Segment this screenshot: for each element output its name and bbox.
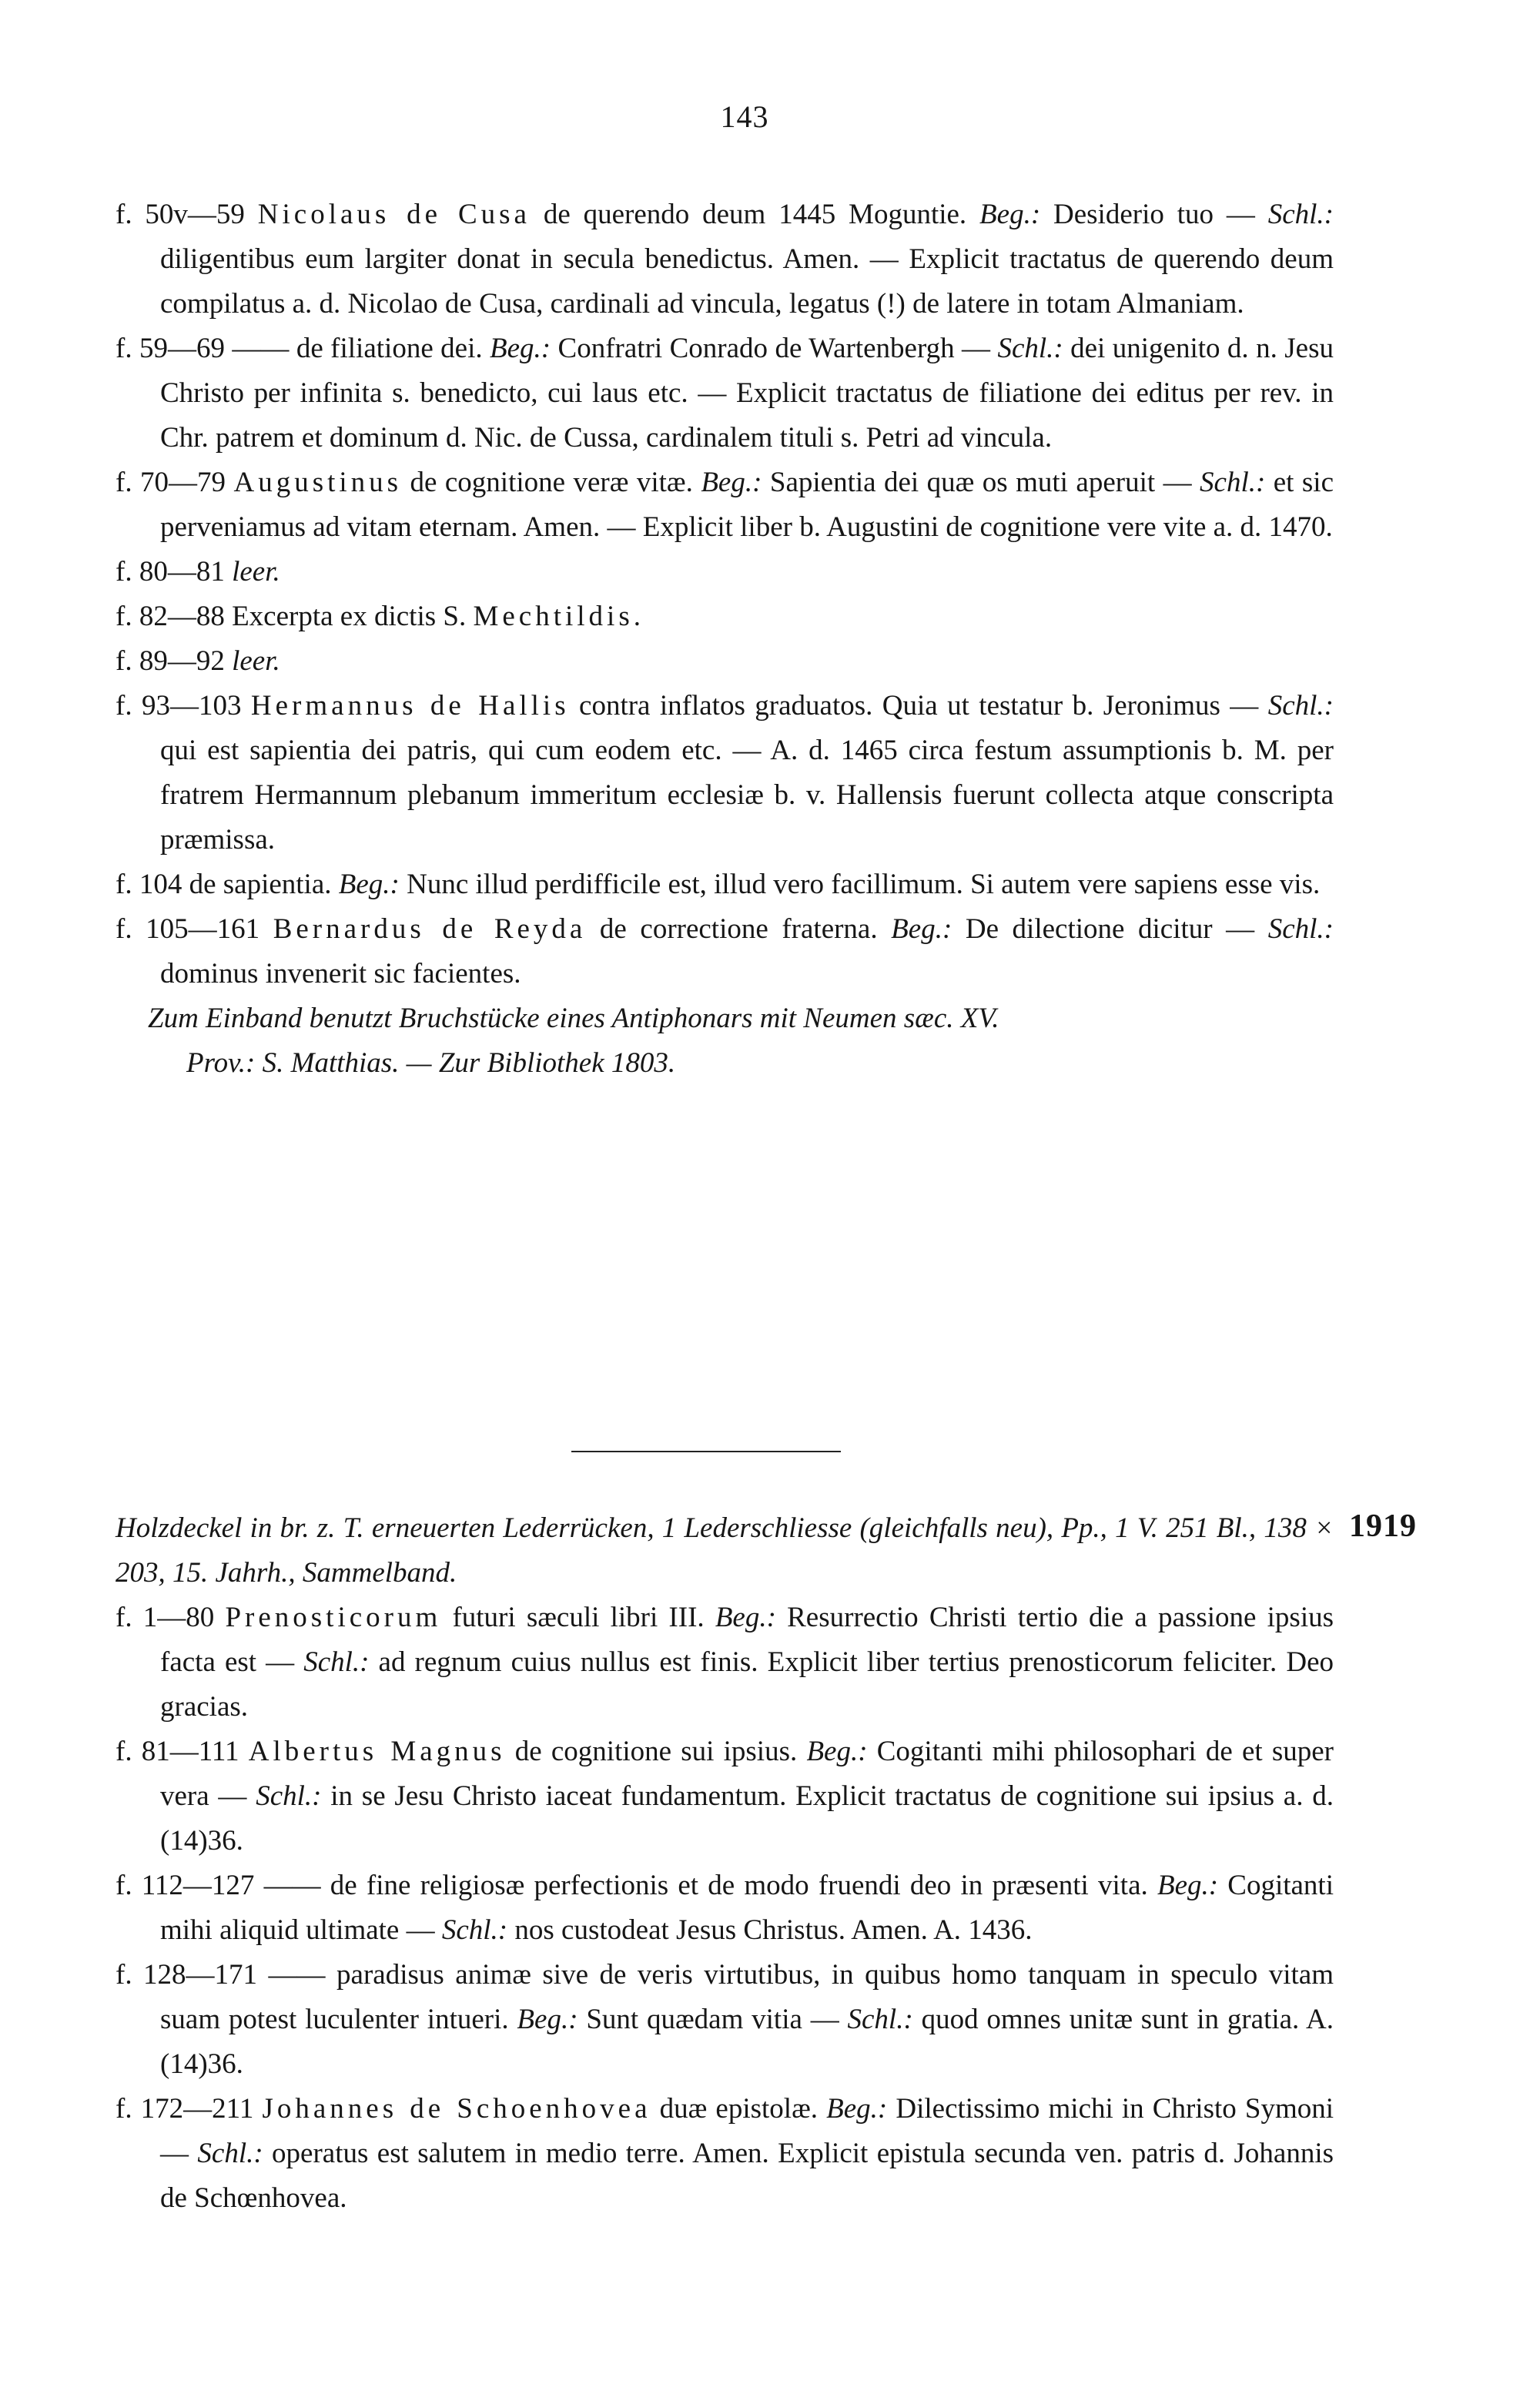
catalog-entry bbox=[116, 2087, 1334, 2221]
schl-label: Schl.: bbox=[1267, 690, 1334, 722]
folio-range: f. 104 bbox=[116, 869, 182, 900]
catalog-entry bbox=[116, 1864, 1334, 1953]
entry-text: Confratri Conrado de Wartenbergh — bbox=[551, 333, 998, 364]
entry-text: diligentibus eum largiter donat in secula benedictus. Amen. — Explicit tractatus de querendo deum compilatus a. d. Nicolao de Cusa, cardinali ad vincula, legatus (!) de latere in totam Almaniam. bbox=[160, 243, 1334, 320]
catalog-entry bbox=[116, 460, 1334, 550]
entry-text: contra inflatos graduatos. Quia ut testatur b. Jeronimus — bbox=[569, 690, 1268, 722]
catalog-entry bbox=[116, 1596, 1334, 1730]
entry-text: Desiderio tuo — bbox=[1040, 199, 1268, 230]
entry-text: de querendo deum 1445 Moguntie. bbox=[530, 199, 980, 230]
beg-label: Beg.: bbox=[701, 467, 762, 498]
schl-label: Schl.: bbox=[1200, 467, 1266, 498]
leer-note: leer. bbox=[232, 556, 280, 588]
manuscript-description: Holzdeckel in br. z. T. erneuerten Lederrücken, 1 Lederschliesse (gleichfalls neu), Pp., 1 V. 251 Bl., 138 × 203, 15. Jahrh., Sammelband. bbox=[116, 1512, 1334, 1589]
provenance-note: Prov.: S. Matthias. — Zur Bibliothek 1803. bbox=[186, 1047, 676, 1079]
entry-text: de correctione fraterna. bbox=[586, 913, 892, 945]
catalog-entry bbox=[116, 907, 1334, 996]
beg-label: Beg.: bbox=[806, 1736, 868, 1767]
author-name: Mechtildis bbox=[473, 601, 634, 632]
manuscript-number: 1919 bbox=[1349, 1509, 1417, 1544]
entry-text: Sapientia dei quæ os muti aperuit — bbox=[762, 467, 1200, 498]
folio-range: f. 89—92 bbox=[116, 645, 225, 677]
entry-text bbox=[225, 645, 232, 677]
folio-range: f. 50v—59 bbox=[116, 199, 245, 230]
entry-text: futuri sæculi libri III. bbox=[441, 1602, 715, 1633]
author-name: Augustinus bbox=[233, 467, 403, 498]
entry-text: ad regnum cuius nullus est finis. Explicit liber tertius prenosticorum feliciter. Deo gracias. bbox=[160, 1646, 1334, 1723]
entry-text: —— de fine religiosæ perfectionis et de modo fruendi deo in præsenti vita. bbox=[254, 1870, 1157, 1901]
entry-text: —— de filiatione dei. bbox=[225, 333, 490, 364]
beg-label: Beg.: bbox=[715, 1602, 776, 1633]
entry-text: dei unigenito d. n. Jesu Christo per infinita s. benedicto, cui laus etc. — Explicit tractatus de filiatione dei editus per rev. in Chr. patrem et dominum d. Nic. de Cussa, cardinalem tituli s. Petri ad vincula. bbox=[160, 333, 1334, 454]
entry-text: dominus invenerit sic facientes. bbox=[160, 958, 521, 990]
folio-range: f. 59—69 bbox=[116, 333, 225, 364]
beg-label: Beg.: bbox=[979, 199, 1041, 230]
entry-text bbox=[225, 556, 232, 588]
entry-text: Nunc illud perdifficile est, illud vero facillimum. Si autem vere sapiens esse vis. bbox=[399, 869, 1321, 900]
entry-text: in se Jesu Christo iaceat fundamentum. Explicit tractatus de cognitione sui ipsius a. d. (14)36. bbox=[160, 1780, 1334, 1857]
folio-range: f. 172—211 bbox=[116, 2093, 254, 2125]
entry-text: quod omnes unitæ sunt in gratia. A. (14)36. bbox=[160, 2004, 1334, 2080]
catalog-entry bbox=[116, 1953, 1334, 2087]
schl-label: Schl.: bbox=[197, 2138, 263, 2169]
author-name: Prenosticorum bbox=[225, 1602, 442, 1633]
leer-note: leer. bbox=[232, 645, 280, 677]
catalog-entry bbox=[116, 193, 1334, 326]
beg-label: Beg.: bbox=[826, 2093, 888, 2125]
beg-label: Beg.: bbox=[891, 913, 952, 945]
schl-label: Schl.: bbox=[1267, 199, 1334, 230]
schl-label: Schl.: bbox=[847, 2004, 913, 2035]
folio-range: f. 1—80 bbox=[116, 1602, 215, 1633]
entry-text: de cognitione sui ipsius. bbox=[505, 1736, 807, 1767]
entry-text: Dilectissimo michi in Christo Symoni — bbox=[160, 2093, 1334, 2169]
catalog-section-continued bbox=[116, 193, 1334, 1086]
schl-label: Schl.: bbox=[441, 1914, 508, 1946]
entry-text: . bbox=[633, 601, 641, 632]
beg-label: Beg.: bbox=[490, 333, 551, 364]
entry-text: nos custodeat Jesus Christus. Amen. A. 1436. bbox=[507, 1914, 1033, 1946]
schl-label: Schl.: bbox=[303, 1646, 370, 1678]
beg-label: Beg.: bbox=[338, 869, 400, 900]
page-number: 143 bbox=[720, 99, 769, 134]
folio-range: f. 81—111 bbox=[116, 1736, 239, 1767]
author-name: Hermannus de Hallis bbox=[250, 690, 570, 722]
catalog-entry bbox=[116, 326, 1334, 460]
schl-label: Schl.: bbox=[997, 333, 1063, 364]
author-name: Bernardus de Reyda bbox=[273, 913, 587, 945]
folio-range: f. 112—127 bbox=[116, 1870, 255, 1901]
beg-label: Beg.: bbox=[517, 2004, 578, 2035]
catalog-section-ms bbox=[116, 1506, 1334, 2221]
entry-text: operatus est salutem in medio terre. Amen. Explicit epistula secunda ven. patris d. Johannis de Schœnhovea. bbox=[160, 2138, 1334, 2214]
folio-range: f. 82—88 bbox=[116, 601, 225, 632]
entry-text: Resurrectio Christi tertio die a passione ipsius facta est — bbox=[160, 1602, 1334, 1678]
catalog-entry bbox=[116, 639, 1334, 684]
schl-label: Schl.: bbox=[256, 1780, 322, 1812]
entry-text: de sapientia. bbox=[182, 869, 339, 900]
folio-range: f. 105—161 bbox=[116, 913, 260, 945]
entry-text: De dilectione dicitur — bbox=[952, 913, 1268, 945]
folio-range: f. 80—81 bbox=[116, 556, 225, 588]
catalog-entry bbox=[116, 1730, 1334, 1864]
schl-label: Schl.: bbox=[1267, 913, 1334, 945]
entry-text: Cogitanti mihi aliquid ultimate — bbox=[160, 1870, 1334, 1946]
entry-text: Excerpta ex dictis S. bbox=[224, 601, 474, 632]
folio-range: f. 93—103 bbox=[116, 690, 242, 722]
catalog-entry bbox=[116, 862, 1334, 907]
entry-text: qui est sapientia dei patris, qui cum eodem etc. — A. d. 1465 circa festum assumptionis b. M. per fratrem Hermannum plebanum immeritum ecclesiæ b. v. Hallensis fuerunt collecta atque conscripta præmissa. bbox=[160, 735, 1334, 856]
folio-range: f. 128—171 bbox=[116, 1959, 258, 1991]
entry-text: Cogitanti mihi philosophari de et super vera — bbox=[160, 1736, 1334, 1812]
entry-text: de cognitione veræ vitæ. bbox=[402, 467, 701, 498]
section-divider bbox=[571, 1451, 841, 1452]
entry-text: duæ epistolæ. bbox=[651, 2093, 827, 2125]
catalog-entry bbox=[116, 594, 1334, 639]
entry-text: et sic perveniamus ad vitam eternam. Amen. — Explicit liber b. Augustini de cognitione vere vite a. d. 1470. bbox=[160, 467, 1334, 543]
binding-note: Zum Einband benutzt Bruchstücke eines Antiphonars mit Neumen sæc. XV. bbox=[148, 1003, 999, 1034]
catalog-entry bbox=[116, 550, 1334, 594]
author-name: Nicolaus de Cusa bbox=[257, 199, 531, 230]
entry-text: Sunt quædam vitia — bbox=[578, 2004, 848, 2035]
author-name: Johannes de Schoenhovea bbox=[262, 2093, 651, 2125]
folio-range: f. 70—79 bbox=[116, 467, 226, 498]
author-name: Albertus Magnus bbox=[248, 1736, 506, 1767]
entry-text: —— paradisus animæ sive de veris virtutibus, in quibus homo tanquam in speculo vitam suam potest luculenter intueri. bbox=[160, 1959, 1334, 2035]
beg-label: Beg.: bbox=[1157, 1870, 1219, 1901]
catalog-entry bbox=[116, 684, 1334, 862]
